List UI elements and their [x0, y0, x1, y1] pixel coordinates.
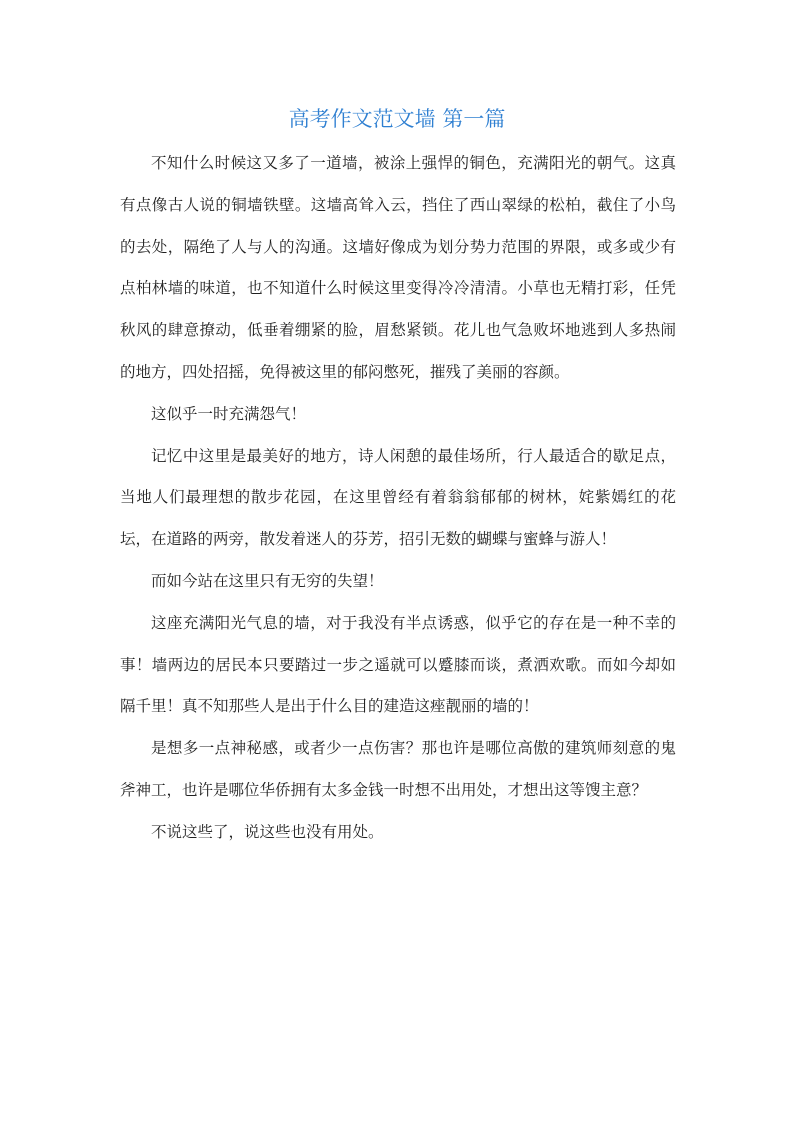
- paragraph-1: 不知什么时候这又多了一道墙，被涂上强悍的铜色，充满阳光的朝气。这真有点像古人说的铜墙铁壁。这墙高耸入云，挡住了西山翠绿的松柏，截住了小鸟的去处，隔绝了人与人的沟通。这墙好像成为划分势力范围的界限，或多或少有点柏林墙的味道，也不知道什么时候这里变得冷冷清清。小草也无精打彩，任凭秋风的肆意撩动，低垂着绷紧的脸，眉愁紧锁。花儿也气急败坏地逃到人多热闹的地方，四处招摇，免得被这里的郁闷憋死，摧残了美丽的容颜。: [120, 154, 676, 381]
- paragraph-5: 这座充满阳光气息的墙，对于我没有半点诱惑，似乎它的存在是一种不幸的事！墙两边的居民本只要踏过一步之遥就可以蹙膝而谈，煮洒欢歌。而如今却如隔千里！真不知那些人是出于什么目的建造这痤靓丽的墙的！: [120, 613, 676, 716]
- paragraph-6: 是想多一点神秘感，或者少一点伤害？那也许是哪位高傲的建筑师刻意的鬼斧神工，也许是哪位华侨拥有太多金钱一时想不出用处，才想出这等馊主意？: [120, 739, 676, 799]
- paragraph-7: 不说这些了，说这些也没有用处。: [151, 822, 384, 841]
- paragraph-3: 记忆中这里是最美好的地方，诗人闲憩的最佳场所，行人最适合的歇足点，当地人们最理想的散步花园，在这里曾经有着翁翁郁郁的树林，姹紫嫣红的花坛，在道路的两旁，散发着迷人的芬芳，招引无数的蝴蝶与蜜蜂与游人！: [120, 446, 676, 549]
- document-body: [120, 143, 676, 854]
- document-title: 高考作文范文墙 第一篇: [288, 107, 506, 131]
- paragraph-2: 这似乎一时充满怨气！: [151, 404, 307, 423]
- paragraph-4: 而如今站在这里只有无穷的失望！: [151, 571, 384, 590]
